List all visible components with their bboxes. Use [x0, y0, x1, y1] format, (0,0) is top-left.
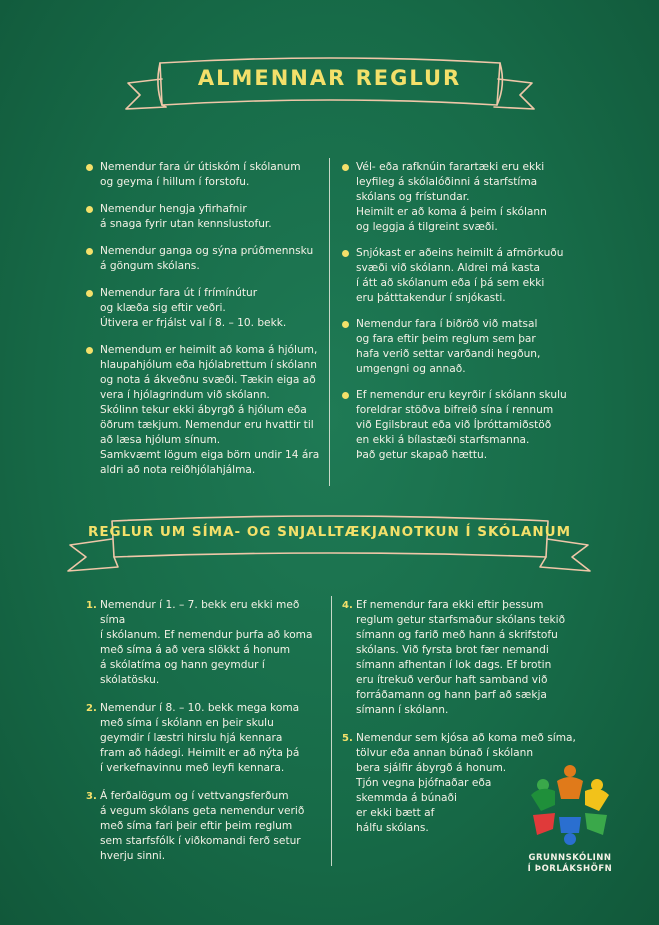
logo-text-line2: Í ÞORLÁKSHÖFN	[527, 864, 613, 874]
bullet-icon	[86, 206, 93, 213]
rule-item: Nemendur fara í biðröð við matsal og fara eftir þeim reglum sem þar hafa verið settar varðandi hegðun, umgengni og annað.	[342, 317, 577, 377]
section-title-banner-phones	[0, 505, 659, 585]
rule-item: Nemendur hengja yfirhafnir á snaga fyrir utan kennslustofur.	[86, 202, 321, 232]
numbered-rule-item: 5. Nemendur sem kjósa að koma með síma, tölvur eða annan búnað í skólann bera sjálfir ábyrgð á honum. Tjón vegna þjófnaðar eða skemmda á búnaði er ekki bætt af hálfu skólans.	[342, 732, 576, 834]
bullet-icon	[86, 290, 93, 297]
column-divider	[329, 158, 330, 486]
rule-item: Nemendur fara út í frímínútur og klæða sig eftir veðri. Útivera er frjálst val í 8. – 10. bekk.	[86, 286, 321, 331]
rule-item: Nemendur ganga og sýna prúðmennsku á göngum skólans.	[86, 244, 321, 274]
general-rules-right-column	[342, 160, 577, 474]
bullet-icon	[86, 164, 93, 171]
rule-item: Nemendur fara úr útiskóm í skólanum og geyma í hillum í forstofu.	[86, 160, 321, 190]
rule-item: Nemendum er heimilt að koma á hjólum, hlaupahjólum eða hjólabrettum í skólann og nota á ákveðnu svæði. Tækin eiga að vera í hjólagrindum við skólann. Skólinn tekur ekki ábyrgð á hjólum eða öðrum tækjum. Nemendur eru hvattir til að læsa hjólum sínum. Samkvæmt lögum eiga börn undir 14 ára aldri að nota reiðhjólahjálma.	[86, 343, 321, 478]
ribbon-decoration	[0, 505, 659, 585]
school-logo	[515, 755, 625, 875]
bullet-icon	[342, 392, 349, 399]
numbered-rule-item: 4. Ef nemendur fara ekki eftir þessum reglum getur starfsmaður skólans tekið símann og farið með hann á skrifstofu skólans. Við fyrsta brot fær nemandi símann afhentan í lok dags. Ef brotin eru ítrekuð verður haft samband við forráðamann og hann þarf að sækja símann í skólann.	[342, 599, 566, 716]
rule-item: Snjókast er aðeins heimilt á afmörkuðu svæði við skólann. Aldrei má kasta í átt að skólanum eða í þá sem ekki eru þátttakendur í snjókasti.	[342, 246, 577, 306]
numbered-rule-item: 3. Á ferðalögum og í vettvangsferðum á vegum skólans geta nemendur verið með síma fari þeir eftir þeim reglum sem starfsfólk í viðkomandi ferð setur hverju sinni.	[86, 790, 305, 862]
bullet-icon	[86, 347, 93, 354]
bullet-icon	[342, 250, 349, 257]
logo-text-line1: GRUNNSKÓLINN	[528, 853, 612, 863]
section-title-general: ALMENNAR REGLUR	[197, 66, 462, 90]
column-divider	[331, 596, 332, 866]
section-title-phones: REGLUR UM SÍMA- OG SNJALLTÆKJANOTKUN Í SKÓLANUM	[87, 524, 572, 540]
section-title-banner-general	[0, 55, 659, 115]
bullet-icon	[342, 164, 349, 171]
bullet-icon	[342, 321, 349, 328]
school-people-circle-logo-icon	[515, 755, 625, 853]
numbered-rule-item: 2. Nemendur í 8. – 10. bekk mega koma með síma í skólann en þeir skulu geymdir í læstri hirslu hjá kennara fram að hádegi. Heimilt er að nýta þá í verkefnavinnu með leyfi kennara.	[86, 702, 300, 774]
numbered-rule-item: 1. Nemendur í 1. – 7. bekk eru ekki með síma í skólanum. Ef nemendur þurfa að koma með síma á að vera slökkt á honum á skólatíma og hann geymdur í skólatösku.	[86, 599, 313, 686]
rule-item: Vél- eða rafknúin farartæki eru ekki leyfileg á skólalóðinni á starfstíma skólans og frístundar. Heimilt er að koma á þeim í skólann og leggja á tilgreint svæði.	[342, 160, 577, 235]
phone-rules-left-column	[86, 598, 326, 877]
rule-item: Ef nemendur eru keyrðir í skólann skulu foreldrar stöðva bifreið sína í rennum við Egilsbraut eða við Íþróttamiðstöð en ekki á bílastæði starfsmanna. Það getur skapað hættu.	[342, 388, 577, 463]
general-rules-left-column	[86, 160, 321, 490]
bullet-icon	[86, 248, 93, 255]
